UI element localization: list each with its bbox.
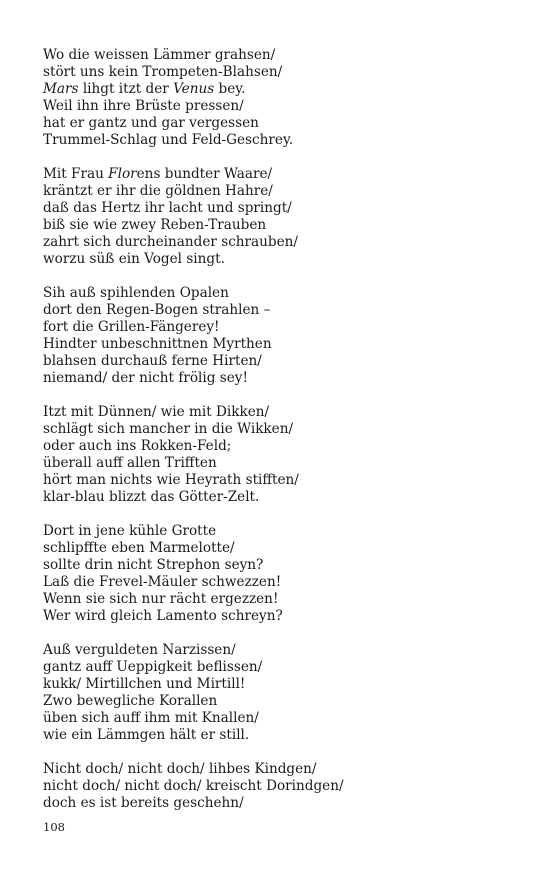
poem-line: Wenn sie sich nur rächt ergezzen!	[43, 591, 279, 607]
poem-line: Zwo bewegliche Korallen	[43, 693, 218, 709]
poem-line: stört uns kein Trompeten-Blahsen/	[43, 64, 283, 80]
poem-line: Nicht doch/ nicht doch/ lihbes Kindgen/	[43, 761, 317, 777]
stanza	[43, 285, 513, 387]
poem-line: kräntzt er ihr die göldnen Hahre/	[43, 183, 273, 199]
poem-line: wie ein Lämmgen hält er still.	[43, 727, 250, 743]
poem-line: oder auch ins Rokken-Feld;	[43, 438, 232, 454]
italic-name: Venus	[173, 81, 215, 97]
poem-line: hat er gantz und gar vergessen	[43, 115, 259, 131]
poem-line	[43, 81, 513, 98]
stanza	[43, 523, 513, 625]
poem-line: niemand/ der nicht frölig sey!	[43, 370, 248, 386]
poem-line: klar-blau blizzt das Götter-Zelt.	[43, 489, 260, 505]
poem-line: hört man nichts wie Heyrath stifften/	[43, 472, 299, 488]
poem-line: Auß verguldeten Narzissen/	[43, 642, 236, 658]
poem-line: biß sie wie zwey Reben-Trauben	[43, 217, 267, 233]
line-segment: Mit Frau	[43, 166, 109, 182]
stanza	[43, 642, 513, 744]
poem-line: Wo die weissen Lämmer grahsen/	[43, 47, 276, 63]
stanza	[43, 404, 513, 506]
poem-line: fort die Grillen-Fängerey!	[43, 319, 220, 335]
poem-line: worzu süß ein Vogel singt.	[43, 251, 225, 267]
poem-line: überall auff allen Trifften	[43, 455, 217, 471]
poem-line: nicht doch/ nicht doch/ kreischt Dorindgen/	[43, 778, 344, 794]
poem-body	[43, 47, 513, 829]
poem-line: doch es ist bereits geschehn/	[43, 795, 244, 811]
poem-line: Dort in jene kühle Grotte	[43, 523, 217, 539]
italic-name: Mars	[43, 81, 79, 97]
poem-line: Weil ihn ihre Brüste pressen/	[43, 98, 244, 114]
poem-line: kukk/ Mirtillchen und Mirtill!	[43, 676, 246, 692]
stanza	[43, 761, 513, 812]
poem-line	[43, 166, 513, 183]
poem-line: schlägt sich mancher in die Wikken/	[43, 421, 294, 437]
poem-line: blahsen durchauß ferne Hirten/	[43, 353, 262, 369]
poem-line: Itzt mit Dünnen/ wie mit Dikken/	[43, 404, 270, 420]
line-segment: lihgt itzt der	[78, 81, 174, 97]
page-number: 108	[43, 820, 65, 834]
line-segment: bey.	[214, 81, 246, 97]
poem-line: sollte drin nicht Strephon seyn?	[43, 557, 264, 573]
line-segment: ens bundter Waare/	[136, 166, 273, 182]
stanza	[43, 166, 513, 268]
poem-line: Laß die Frevel-Mäuler schwezzen!	[43, 574, 282, 590]
stanza	[43, 47, 513, 149]
poem-line: Hindter unbeschnittnen Myrthen	[43, 336, 272, 352]
poem-line: daß das Hertz ihr lacht und springt/	[43, 200, 292, 216]
poem-line: Wer wird gleich Lamento schreyn?	[43, 608, 283, 624]
poem-line: schlipffte eben Marmelotte/	[43, 540, 235, 556]
poem-line: zahrt sich durcheinander schrauben/	[43, 234, 298, 250]
poem-line: üben sich auff ihm mit Knallen/	[43, 710, 259, 726]
poem-line: dort den Regen-Bogen strahlen –	[43, 302, 271, 318]
poem-line: gantz auff Ueppigkeit beflissen/	[43, 659, 263, 675]
poem-line: Sih auß spihlenden Opalen	[43, 285, 229, 301]
italic-name: Flor	[108, 166, 137, 182]
poem-line: Trummel-Schlag und Feld-Geschrey.	[43, 132, 294, 148]
